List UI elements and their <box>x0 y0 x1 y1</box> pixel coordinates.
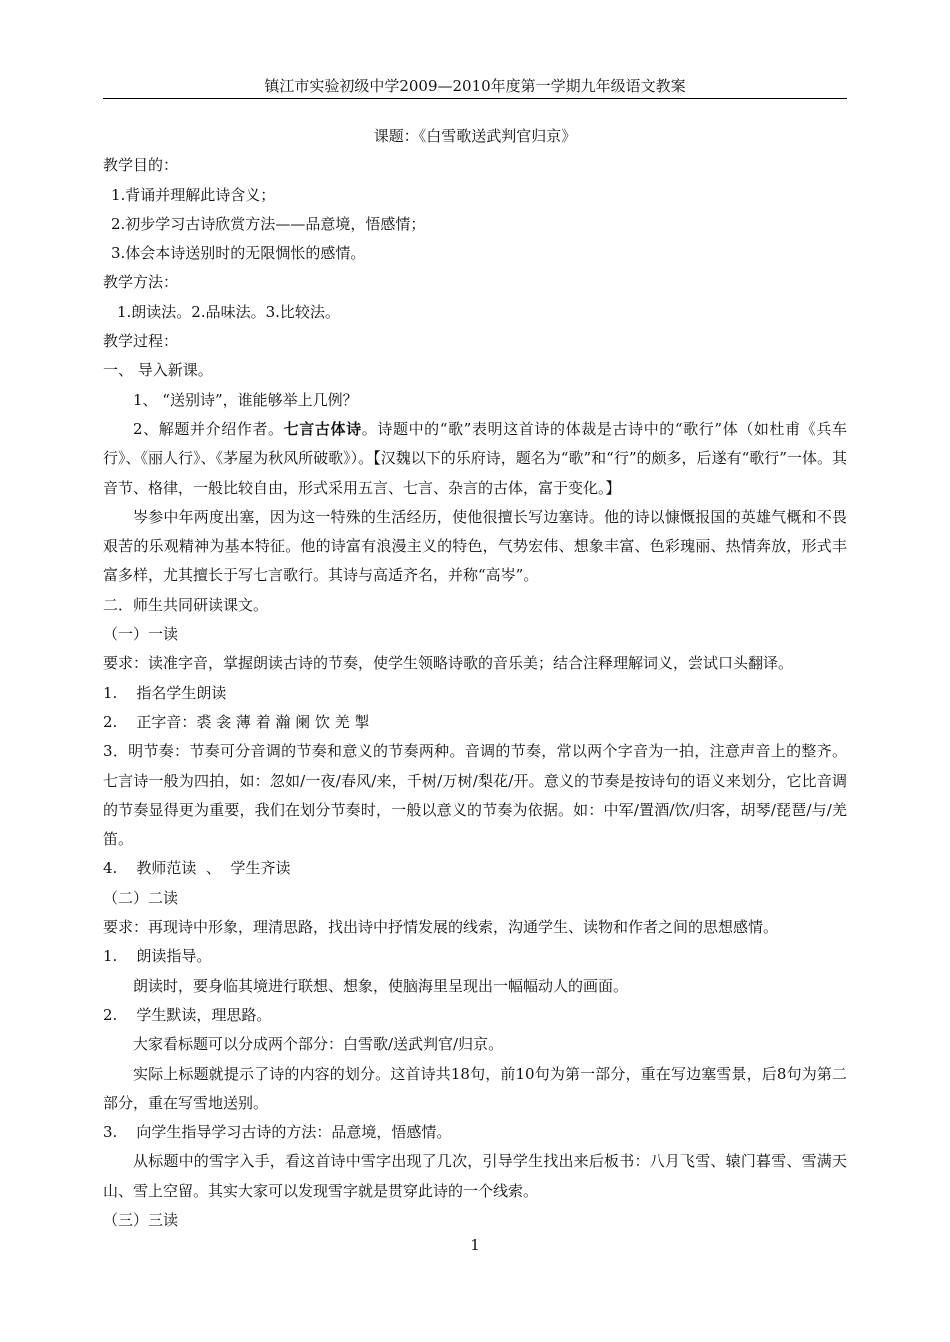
q2-intro: 2、解题并介绍作者。 <box>133 419 284 438</box>
page-number: 1 <box>470 1236 480 1254</box>
part2-title: 二．师生共同研读课文。 <box>103 595 269 614</box>
goal-item-2: 2.初步学习古诗欣赏方法——品意境，悟感情； <box>111 214 426 233</box>
methods-text: 1.朗读法。2.品味法。3.比较法。 <box>117 302 340 321</box>
document-body <box>103 122 847 1235</box>
read1-step-4: 4. 教师范读 、 学生齐读 <box>103 859 291 878</box>
read2-step-2: 2. 学生默读，理思路。 <box>103 1005 272 1024</box>
read2-step-2-text-1: 大家看标题可以分成两个部分：白雪歌/送武判官/归京。 <box>133 1035 504 1054</box>
goal-item-3: 3.体会本诗送别时的无限惆怅的感情。 <box>111 244 366 263</box>
read1-title: （一）一读 <box>103 625 179 644</box>
read2-step-3-text: 从标题中的雪字入手，看这首诗中雪字出现了几次，引导学生找出来后板书：八月飞雪、辕门暮雪、雪满天山、雪上空留。其实大家可以发现雪字就是贯穿此诗的一个线索。 <box>103 1152 847 1200</box>
part1-question-2 <box>103 415 847 503</box>
read1-step-1: 1. 指名学生朗读 <box>103 683 227 702</box>
read1-step-3: 3．明节奏：节奏可分音调的节奏和意义的节奏两种。音调的节奏，常以两个字音为一拍，注意声音上的整齐。七言诗一般为四拍，如：忽如/一夜/春风/来，千树/万树/梨花/开。意义的节奏是按诗句的语义来划分，它比音调的节奏显得更为重要，我们在划分节奏时，一般以意义的节奏为依据。如：中军/置酒/饮/归客，胡琴/琵琶/与/羌笛。 <box>103 742 847 849</box>
author-paragraph: 岑参中年两度出塞，因为这一特殊的生活经历，使他很擅长写边塞诗。他的诗以慷慨报国的英雄气概和不畏艰苦的乐观精神为基本特征。他的诗富有浪漫主义的特色，气势宏伟、想象丰富、色彩瑰丽、热情奔放，形式丰富多样，尤其擅长于写七言歌行。其诗与高适齐名，并称“高岑”。 <box>103 507 847 585</box>
read2-step-1: 1. 朗读指导。 <box>103 947 212 966</box>
q2-bold-term: 七言古体诗 <box>283 419 362 438</box>
process-heading: 教学过程： <box>103 332 179 351</box>
read2-requirement: 要求：再现诗中形象，理清思路，找出诗中抒情发展的线索，沟通学生、读物和作者之间的思想感情。 <box>103 918 779 937</box>
header-rule <box>103 98 847 99</box>
q2-explanation: 。诗题中的“歌”表明这首诗的体裁是古诗中的“歌行”体（如杜甫《兵车行》、《丽人行》、《茅屋为秋风所破歌》）。【汉魏以下的乐府诗，题名为“歌”和“行”的颇多，后遂有“歌行”一体。其音节、格律，一般比较自由，形式采用五言、七言、杂言的古体，富于变化。】 <box>103 419 847 497</box>
lesson-topic: 课题：《白雪歌送武判官归京》 <box>373 127 577 145</box>
part1-title: 一、 导入新课。 <box>103 361 213 380</box>
goals-heading: 教学目的： <box>103 156 179 175</box>
read2-step-2-text-2: 实际上标题就提示了诗的内容的划分。这首诗共18句，前10句为第一部分，重在写边塞雪景，后8句为第二部分，重在写雪地送别。 <box>103 1064 847 1112</box>
part1-question-1: 1、 “送别诗”，谁能够举上几例？ <box>133 390 358 409</box>
read2-step-3: 3. 向学生指导学习古诗的方法：品意境，悟感情。 <box>103 1123 452 1142</box>
read1-requirement: 要求：读准字音，掌握朗读古诗的节奏，使学生领略诗歌的音乐美；结合注释理解词义，尝试口头翻译。 <box>103 654 794 673</box>
read2-step-1-text: 朗读时，要身临其境进行联想、想象，使脑海里呈现出一幅幅动人的画面。 <box>133 976 629 995</box>
read2-title: （二）二读 <box>103 888 179 907</box>
read3-title: （三）三读 <box>103 1210 179 1229</box>
read1-step-2: 2. 正字音：裘 衾 薄 着 瀚 阑 饮 羌 掣 <box>103 712 370 731</box>
page-header: 镇江市实验初级中学2009—2010年度第一学期九年级语文教案 <box>264 77 686 95</box>
goal-item-1: 1.背诵并理解此诗含义； <box>111 185 276 204</box>
methods-heading: 教学方法： <box>103 273 179 292</box>
